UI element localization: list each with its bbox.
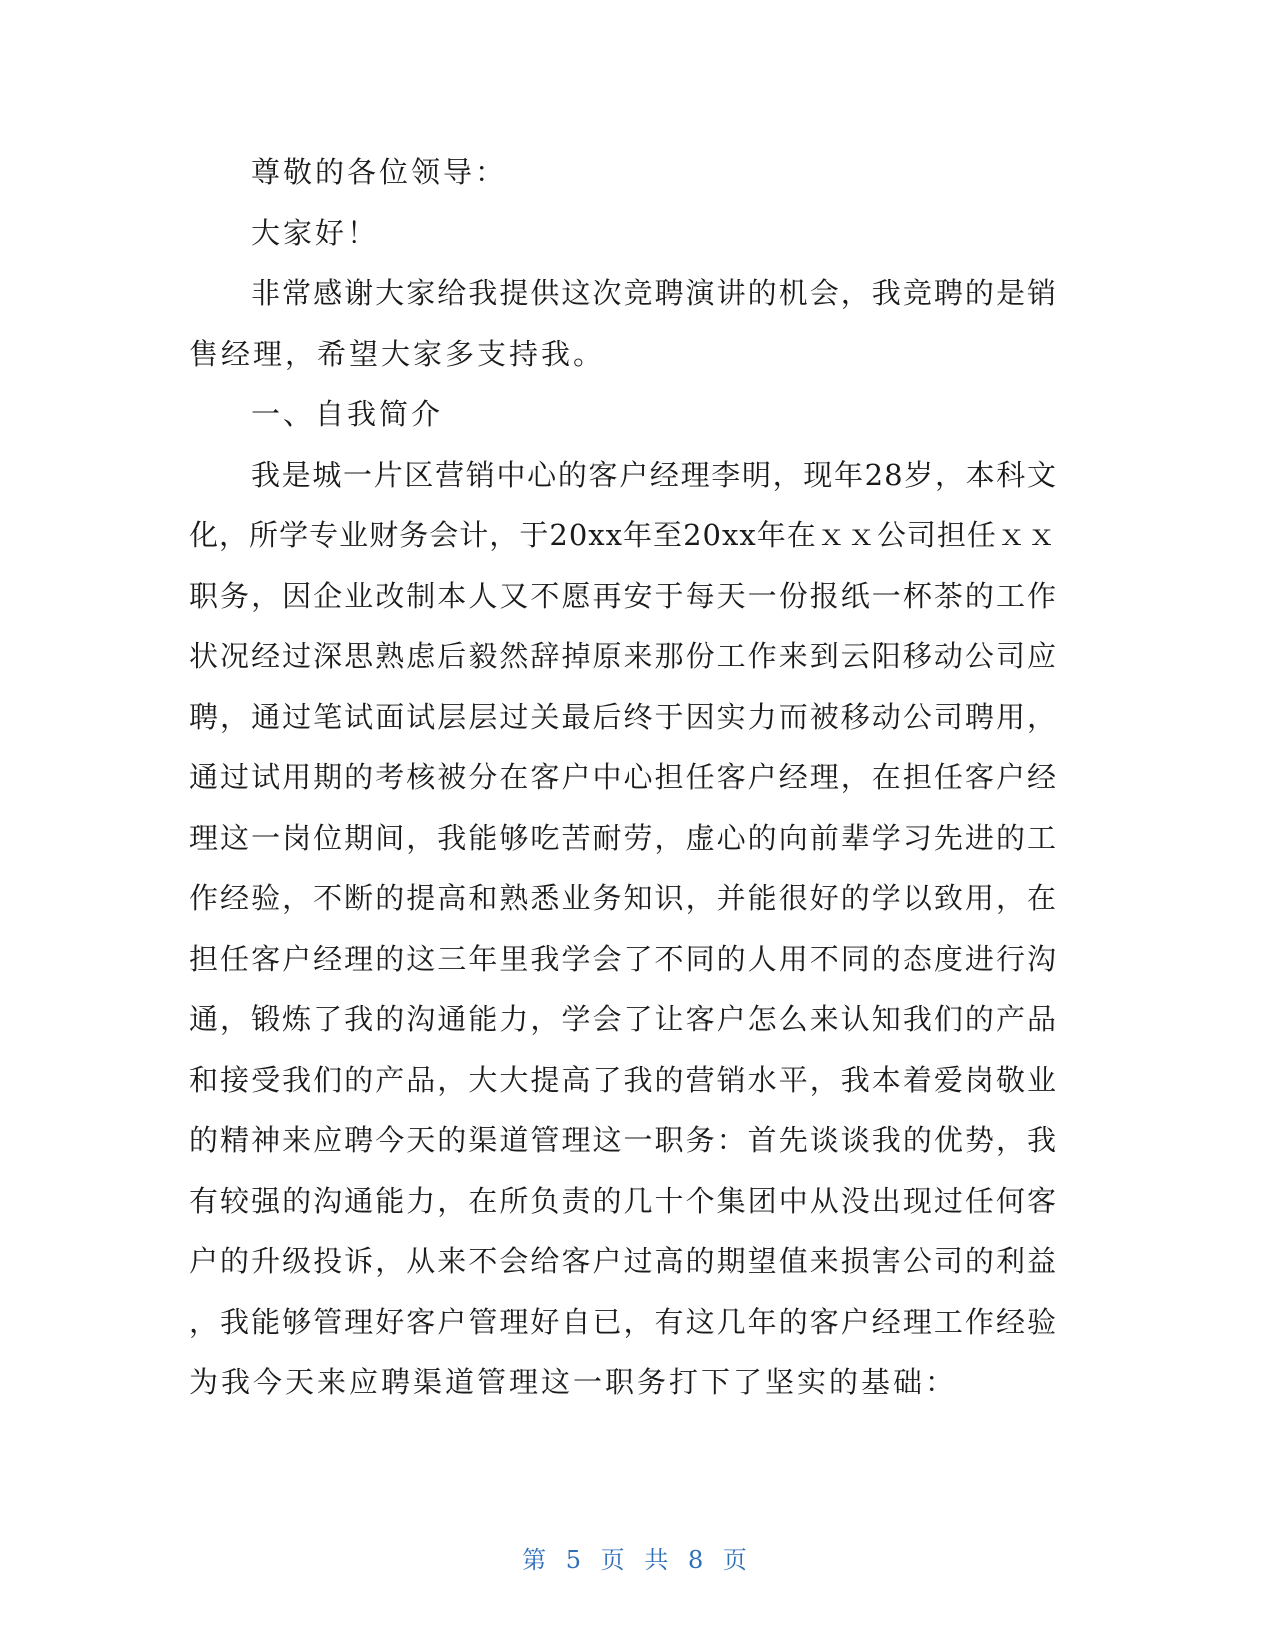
paragraph-line: 作经验，不断的提高和熟悉业务知识，并能很好的学以致用，在 [189, 881, 1057, 915]
salutation-line: 尊敬的各位领导： [251, 155, 508, 189]
footer-page-unit: 页 [600, 1546, 631, 1574]
paragraph-line: 担任客户经理的这三年里我学会了不同的人用不同的态度进行沟 [189, 941, 1057, 976]
page-footer [0, 1540, 1275, 1575]
paragraph-line: 通过试用期的考核被分在客户中心担任客户经理，在担任客户经 [189, 760, 1057, 794]
paragraph-line: 状况经过深思熟虑后毅然辞掉原来那份工作来到云阳移动公司应 [189, 639, 1057, 673]
footer-page-label: 第 [522, 1546, 553, 1574]
paragraph-line: 售经理，希望大家多支持我。 [189, 336, 606, 371]
greeting-line: 大家好！ [251, 215, 380, 250]
section-heading: 一、自我简介 [251, 397, 444, 431]
footer-total-unit: 页 [722, 1546, 753, 1574]
paragraph-line: 职务，因企业改制本人又不愿再安于每天一份报纸一杯茶的工作 [189, 578, 1057, 613]
paragraph-line: 通，锻炼了我的沟通能力，学会了让客户怎么来认知我们的产品 [189, 1002, 1057, 1036]
paragraph-line: 非常感谢大家给我提供这次竞聘演讲的机会，我竞聘的是销 [251, 276, 1057, 310]
paragraph-line: 和接受我们的产品，大大提高了我的营销水平，我本着爱岗敬业 [189, 1062, 1057, 1097]
footer-current-page: 5 [565, 1546, 588, 1574]
footer-total-label: 共 [644, 1546, 675, 1574]
paragraph-line: 聘，通过笔试面试层层过关最后终于因实力而被移动公司聘用， [189, 699, 1057, 734]
paragraph-line: 为我今天来应聘渠道管理这一职务打下了坚实的基础： [189, 1365, 958, 1399]
paragraph-line: 化，所学专业财务会计，于20xx年至20xx年在ｘｘ公司担任ｘｘ [189, 518, 1057, 552]
paragraph-line: 理这一岗位期间，我能够吃苦耐劳，虚心的向前辈学习先进的工 [189, 820, 1057, 855]
paragraph-line: 的精神来应聘今天的渠道管理这一职务：首先谈谈我的优势，我 [189, 1123, 1057, 1157]
paragraph-line: ，我能够管理好客户管理好自已，有这几年的客户经理工作经验 [189, 1304, 1057, 1339]
paragraph-line: 户的升级投诉，从来不会给客户过高的期望值来损害公司的利益 [189, 1244, 1057, 1278]
paragraph-line: 有较强的沟通能力，在所负责的几十个集团中从没出现过任何客 [189, 1183, 1057, 1218]
footer-total-pages: 8 [687, 1546, 710, 1574]
document-body [189, 142, 1057, 1413]
paragraph-line: 我是城一片区营销中心的客户经理李明，现年28岁，本科文 [251, 457, 1057, 492]
